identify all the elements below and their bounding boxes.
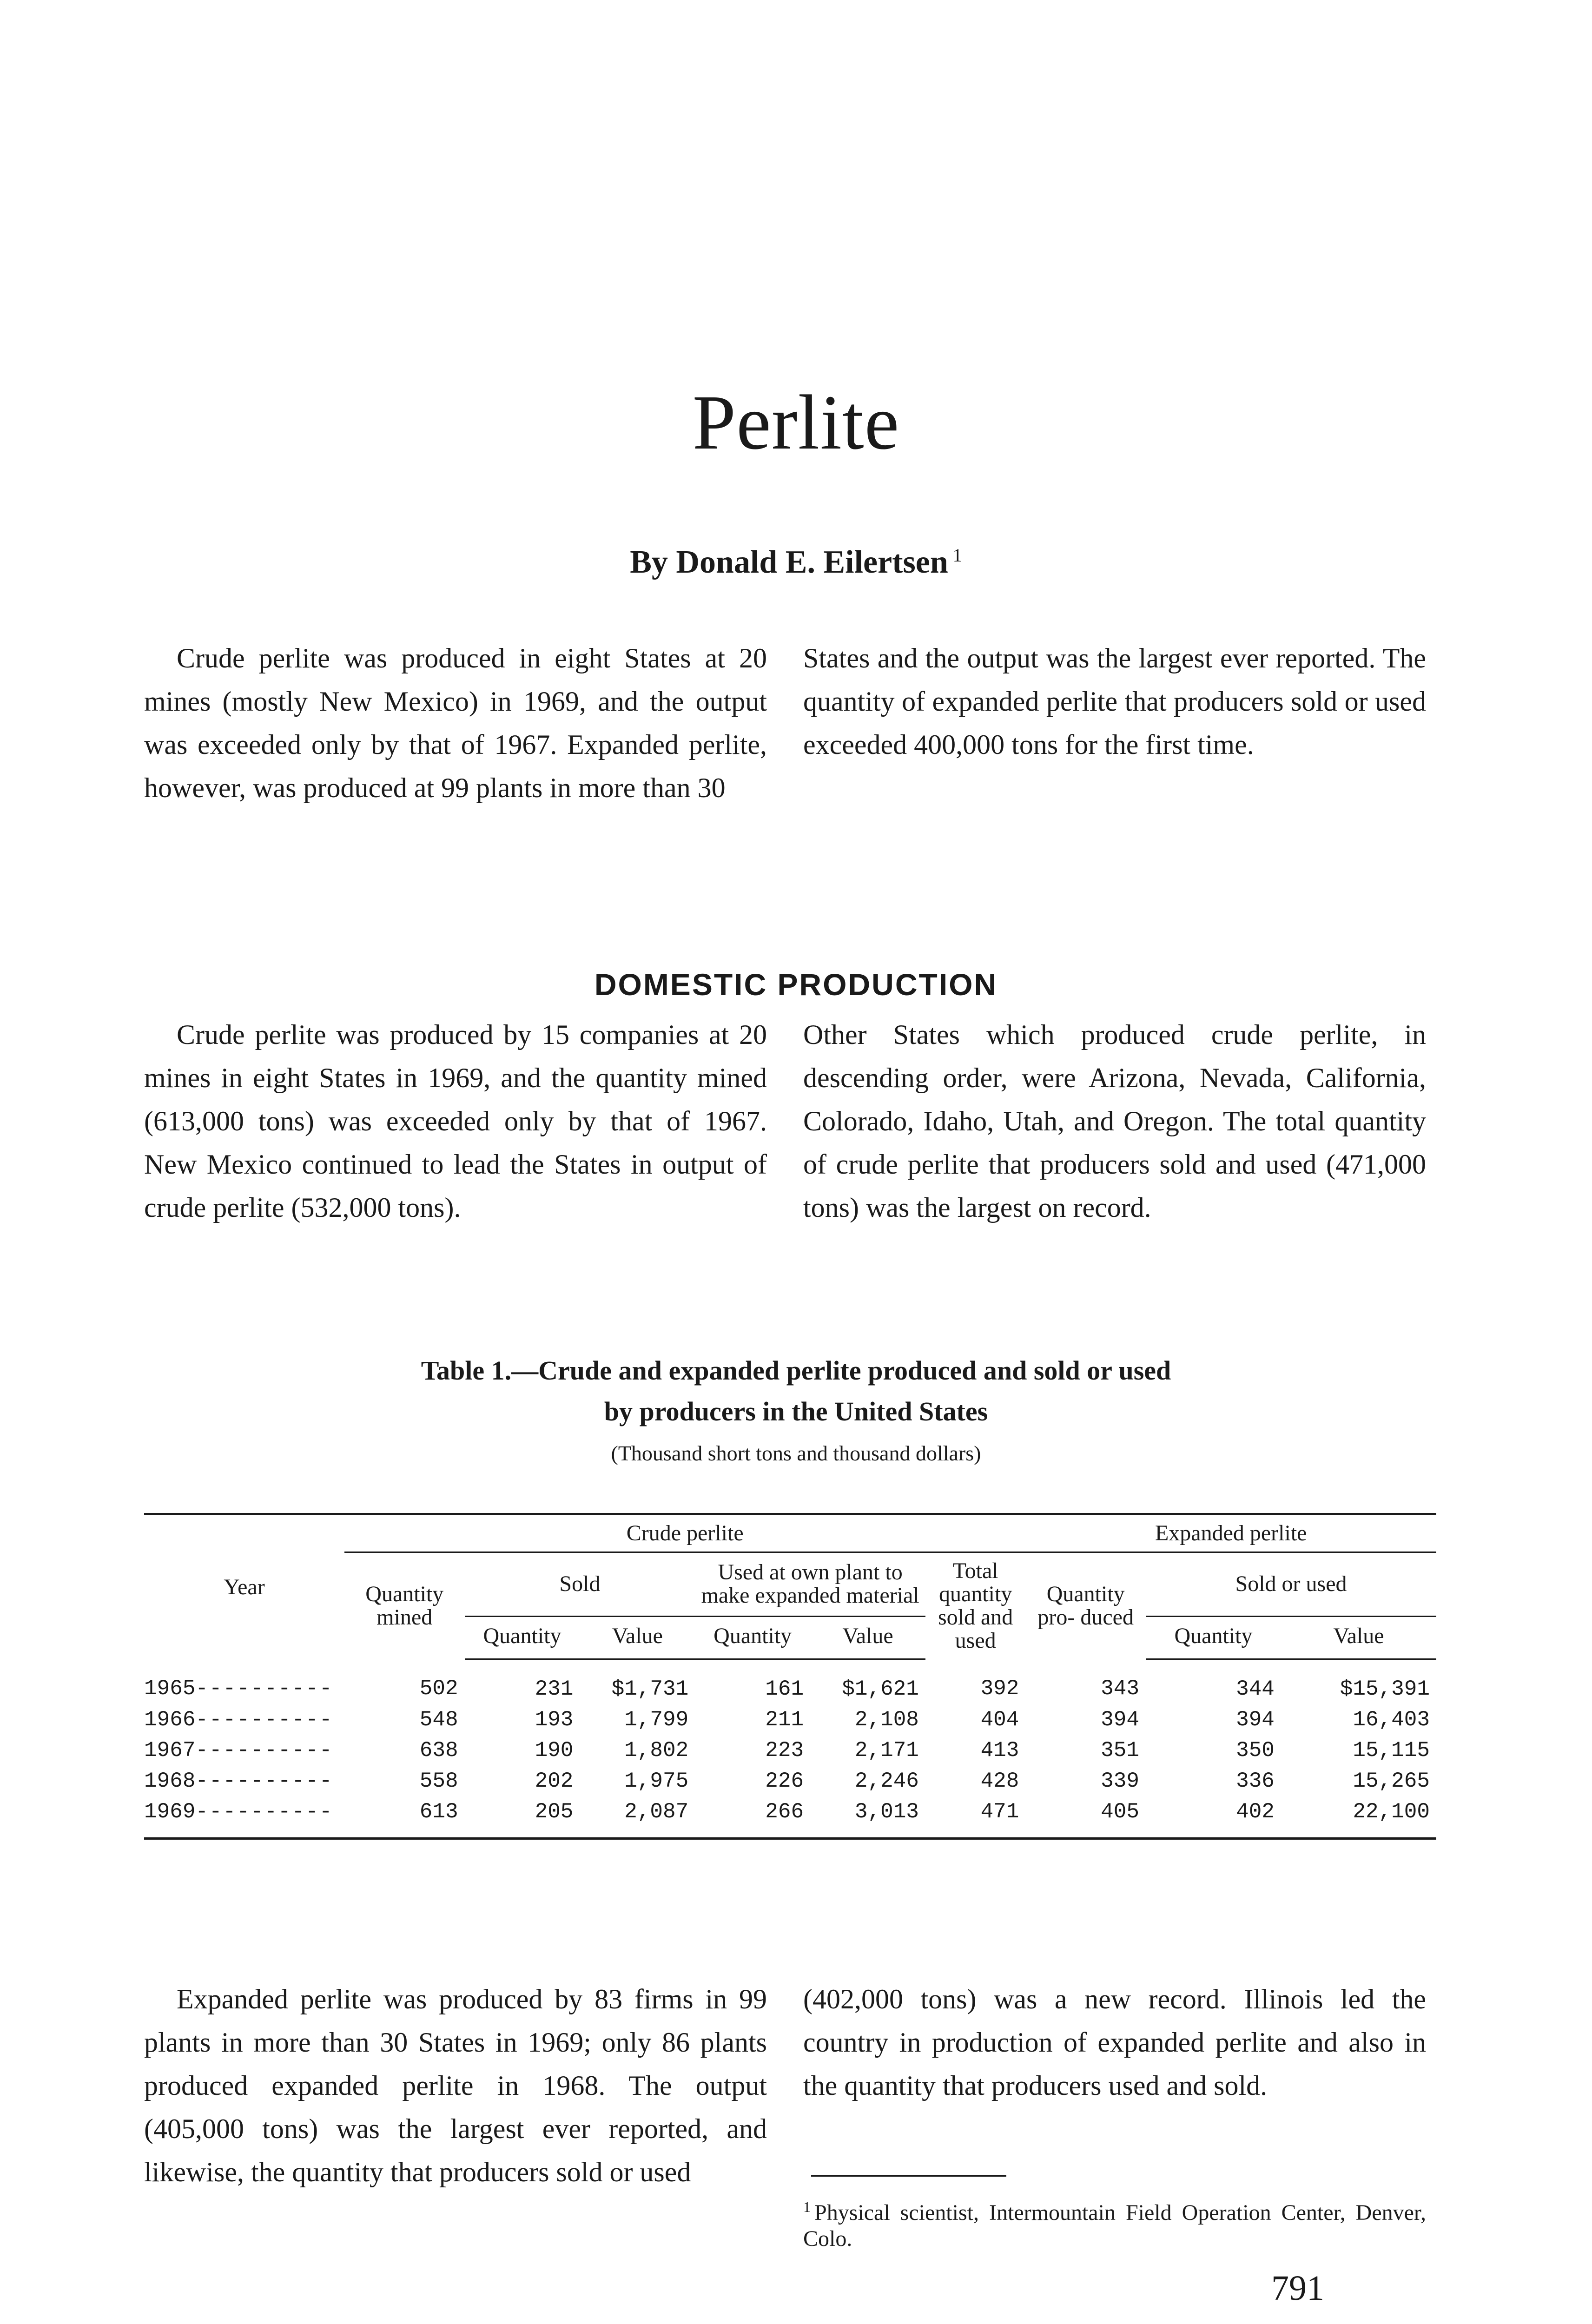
cell-expanded-value: $15,391 [1340, 1677, 1430, 1701]
domestic-left-column [144, 1013, 767, 1229]
intro-left-column [144, 637, 767, 810]
cell-sold-quantity: 231 [535, 1677, 574, 1701]
cell-year: 1968---------- [144, 1769, 333, 1793]
section-heading-domestic-production: DOMESTIC PRODUCTION [594, 967, 998, 1002]
cell-used-value: 2,246 [854, 1769, 919, 1793]
cell-quantity-mined: 638 [419, 1738, 458, 1763]
table-row [144, 1735, 1436, 1766]
cell-year: 1965---------- [144, 1676, 333, 1701]
header-used-value: Value [810, 1616, 925, 1659]
cell-expanded-quantity: 350 [1236, 1738, 1275, 1763]
cell-year: 1969---------- [144, 1796, 344, 1839]
footnote-marker: 1 [952, 544, 962, 566]
cell-sold-value: 1,975 [624, 1769, 689, 1793]
header-used-at-own-plant: Used at own plant to make expanded material [695, 1552, 925, 1617]
table-row [144, 1796, 1436, 1839]
cell-used-value: 2,108 [854, 1707, 919, 1732]
cell-expanded-produced: 405 [1025, 1796, 1146, 1839]
intro-right-column [803, 637, 1426, 766]
expanded-left-column [144, 1978, 767, 2194]
cell-expanded-quantity: 344 [1236, 1677, 1275, 1701]
expanded-paragraph-left: Expanded perlite was produced by 83 firms in 99 plants in more than 30 States in 1969; only 86 plants produced expanded perlite in 1968. The output (405,000 tons) was the largest ever reported, and likewise, the quantity that producers sold or used [144, 1984, 767, 2187]
table-title [0, 1350, 1592, 1432]
footnote-divider [811, 2175, 1006, 2177]
page-title: Perlite [692, 379, 900, 466]
cell-used-value: 2,171 [854, 1738, 919, 1763]
cell-expanded-quantity: 394 [1236, 1707, 1275, 1732]
footnote-number: 1 [803, 2199, 811, 2215]
header-total-quantity: Total quantity sold and used [938, 1558, 1013, 1653]
cell-used-value: $1,621 [842, 1677, 919, 1701]
cell-quantity-mined: 558 [419, 1769, 458, 1793]
cell-year: 1966---------- [144, 1707, 333, 1732]
author: By Donald E. Eilertsen [630, 544, 948, 580]
cell-sold-quantity: 193 [535, 1707, 574, 1732]
header-expanded-perlite: Expanded perlite [1025, 1514, 1436, 1552]
page-number: 791 [1271, 2269, 1324, 2308]
cell-used-value: 3,013 [810, 1796, 925, 1839]
cell-expanded-quantity: 336 [1236, 1769, 1275, 1793]
cell-expanded-value: 22,100 [1281, 1796, 1436, 1839]
header-sold-value: Value [580, 1616, 695, 1659]
cell-total-quantity: 428 [980, 1769, 1019, 1793]
cell-used-quantity: 211 [765, 1707, 804, 1732]
header-quantity-produced: Quantity pro- duced [1037, 1582, 1134, 1630]
expanded-right-column [803, 1978, 1426, 2107]
cell-sold-quantity: 205 [465, 1796, 580, 1839]
domestic-right-column [803, 1013, 1426, 1229]
cell-sold-quantity: 202 [535, 1769, 574, 1793]
cell-quantity-mined: 502 [419, 1676, 458, 1701]
header-year: Year [144, 1514, 344, 1659]
table-title-line-2: by producers in the United States [604, 1396, 988, 1426]
header-used-quantity: Quantity [695, 1616, 810, 1659]
cell-used-quantity: 226 [765, 1769, 804, 1793]
cell-expanded-value: 15,265 [1353, 1769, 1430, 1793]
header-expanded-quantity: Quantity [1146, 1616, 1281, 1659]
cell-total-quantity: 413 [980, 1738, 1019, 1763]
cell-expanded-value: 16,403 [1353, 1707, 1430, 1732]
cell-expanded-produced: 351 [1101, 1738, 1139, 1763]
domestic-paragraph-left: Crude perlite was produced by 15 companies at 20 mines in eight States in 1969, and the quantity mined (613,000 tons) was exceeded only by that of 1967. New Mexico continued to lead the States in output of crude perlite (532,000 tons). [144, 1019, 767, 1223]
footnote [803, 2194, 1426, 2252]
cell-expanded-produced: 339 [1101, 1769, 1139, 1793]
cell-expanded-quantity: 402 [1146, 1796, 1281, 1839]
footnote-text: Physical scientist, Intermountain Field Operation Center, Denver, Colo. [803, 2200, 1426, 2251]
cell-sold-quantity: 190 [535, 1738, 574, 1763]
cell-quantity-mined: 548 [419, 1707, 458, 1732]
header-sold: Sold [465, 1552, 695, 1617]
header-sold-quantity: Quantity [465, 1616, 580, 1659]
intro-paragraph-right: States and the output was the largest ever reported. The quantity of expanded perlite that producers sold or used exceeded 400,000 tons for the first time. [803, 643, 1426, 760]
byline [0, 544, 1592, 581]
cell-sold-value: 1,802 [624, 1738, 689, 1763]
cell-used-quantity: 266 [695, 1796, 810, 1839]
cell-quantity-mined: 613 [344, 1796, 465, 1839]
cell-total-quantity: 392 [980, 1676, 1019, 1701]
expanded-paragraph-right: (402,000 tons) was a new record. Illinois led the country in production of expanded perlite and also in the quantity that producers used and sold. [803, 1984, 1426, 2101]
table-row [144, 1766, 1436, 1796]
cell-used-quantity: 161 [765, 1677, 804, 1701]
cell-total-quantity: 404 [980, 1707, 1019, 1732]
cell-sold-value: $1,731 [611, 1677, 689, 1701]
table-row [144, 1659, 1436, 1704]
cell-expanded-value: 15,115 [1353, 1738, 1430, 1763]
table-row [144, 1704, 1436, 1735]
intro-paragraph-left: Crude perlite was produced in eight States at 20 mines (mostly New Mexico) in 1969, and the output was exceeded only by that of 1967. Expanded perlite, however, was produced at 99 plants in more than 30 [144, 643, 767, 803]
cell-sold-value: 2,087 [580, 1796, 695, 1839]
cell-year: 1967---------- [144, 1738, 333, 1763]
perlite-data-table [144, 1513, 1436, 1840]
cell-total-quantity: 471 [925, 1796, 1026, 1839]
cell-sold-value: 1,799 [624, 1707, 689, 1732]
table-title-line-1: Table 1.—Crude and expanded perlite produced and sold or used [421, 1355, 1171, 1386]
domestic-paragraph-right: Other States which produced crude perlite, in descending order, were Arizona, Nevada, California, Colorado, Idaho, Utah, and Oregon. The total quantity of crude perlite that producers sold and used (471,000 tons) was the largest on record. [803, 1019, 1426, 1223]
header-quantity-mined: Quantity mined [365, 1582, 444, 1630]
cell-used-quantity: 223 [765, 1738, 804, 1763]
header-expanded-value: Value [1281, 1616, 1436, 1659]
header-crude-perlite: Crude perlite [344, 1514, 1025, 1552]
header-sold-or-used: Sold or used [1146, 1552, 1436, 1617]
table-units: (Thousand short tons and thousand dollars) [611, 1441, 981, 1465]
cell-expanded-produced: 394 [1101, 1707, 1139, 1732]
cell-expanded-produced: 343 [1101, 1676, 1139, 1701]
